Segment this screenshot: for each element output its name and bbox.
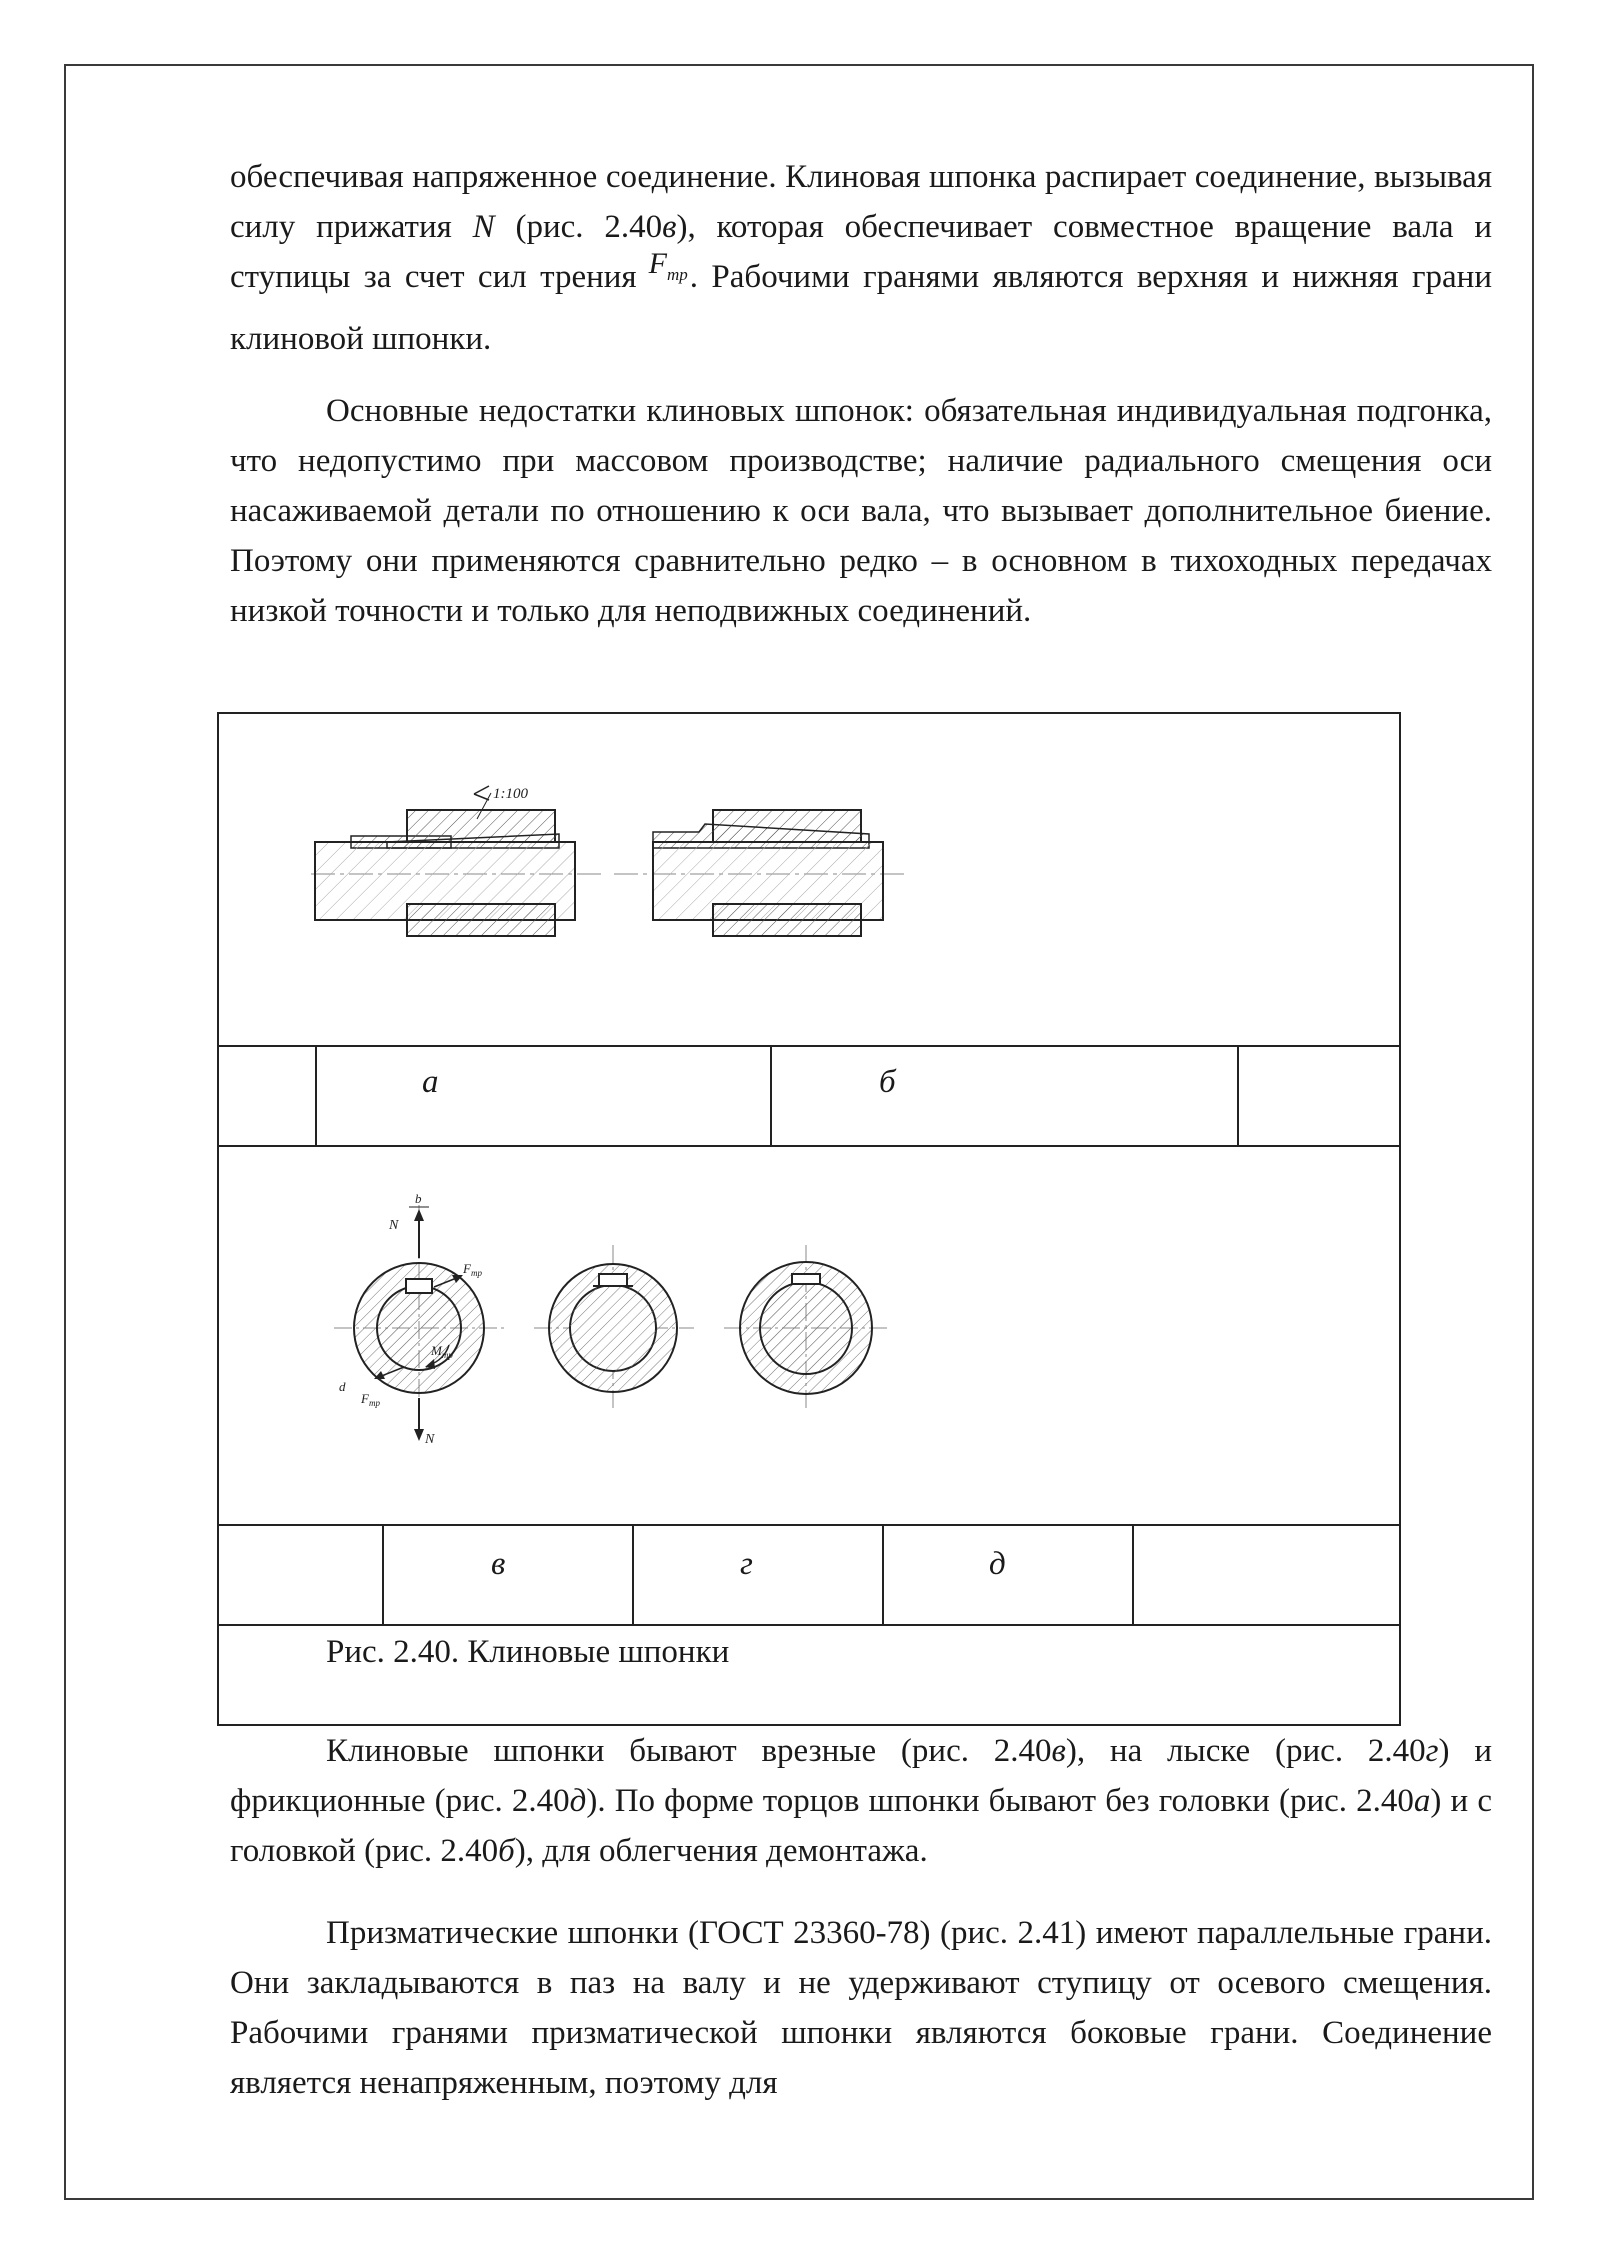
figure-label-g: г: [740, 1546, 753, 1582]
paragraph-2-text: Основные недостатки клиновых шпонок: обязательная индивидуальная подгонка, что недопустимо при массовом производстве; наличие радиального смещения оси насаживаемой детали по отношению к оси вала, что вызывает дополнительное биение. Поэтому они применяются сравнительно редко – в основном в тихоходных передачах низкой точности и только для неподвижных соединений.: [230, 393, 1492, 629]
label-cell-divider: [1132, 1524, 1134, 1624]
figure-caption: Рис. 2.40. Клиновые шпонки: [326, 1634, 730, 1670]
longitudinal-sections-drawing: [219, 714, 1403, 1045]
force-Ftr-bottom-subscript: тр: [368, 1398, 380, 1408]
label-cell-divider: [882, 1524, 884, 1624]
label-cell-divider: [770, 1045, 772, 1145]
paragraph-2: [230, 386, 1492, 636]
p4-part-b: ), на лыске (рис. 2.40: [1065, 1733, 1426, 1769]
figure-2-40: [217, 712, 1401, 1726]
wedge-key-with-head-section: [614, 810, 904, 936]
svg-text:Fтр: [462, 1261, 482, 1278]
slope-label: 1:100: [493, 786, 528, 802]
friction-key-cross-section: [724, 1245, 889, 1410]
paragraph-4-text: [230, 1726, 1492, 1876]
p1-part-d: . Рабочими гранями являются верхняя и нижняя грани клиновой шпонки.: [230, 259, 1492, 357]
sunk-key-cross-section: [334, 1191, 504, 1447]
friction-force-symbol: [648, 247, 688, 284]
moment-M-label: M: [431, 1343, 442, 1358]
dim-b-label: b: [415, 1191, 422, 1206]
friction-force-subscript: тр: [666, 265, 688, 284]
figure-row-divider-1: [219, 1045, 1399, 1047]
p4-part-a: Клиновые шпонки бывают врезные (рис. 2.40: [326, 1733, 1052, 1769]
fig-ref-letter-v: в: [1051, 1733, 1066, 1769]
friction-force-letter: F: [648, 247, 667, 280]
figure-label-b: б: [879, 1064, 896, 1100]
wedge-key-without-head-section: [311, 786, 601, 936]
paragraph-1: [230, 152, 1492, 364]
label-cell-divider: [382, 1524, 384, 1624]
fig-ref-letter-v: в: [662, 209, 677, 245]
label-cell-divider: [632, 1524, 634, 1624]
p1-part-b: (рис. 2.40: [494, 209, 663, 245]
svg-text:Fтр: [360, 1391, 380, 1408]
paragraph-5: [230, 1908, 1492, 2108]
figure-label-a: а: [422, 1064, 439, 1100]
force-Ftr-top-subscript: тр: [470, 1268, 482, 1278]
p4-part-f: ), для облегчения демонтажа.: [514, 1833, 928, 1869]
figure-row-divider-4: [219, 1624, 1399, 1626]
force-symbol-N: N: [472, 209, 495, 245]
label-cell-divider: [1237, 1045, 1239, 1145]
fig-ref-letter-d: д: [569, 1783, 587, 1819]
force-Ftr-bottom-label: F: [361, 1391, 369, 1406]
p1-part-c: ), которая обеспечивает совместное вращение вала и ступицы за счет сил трения: [230, 209, 1492, 295]
cross-sections-drawing: [219, 1145, 1403, 1525]
label-cell-divider: [315, 1045, 317, 1145]
figure-label-v: в: [491, 1546, 506, 1582]
force-N-bottom-label: N: [425, 1432, 435, 1447]
paragraph-1-text: [230, 152, 1492, 364]
p4-part-e: ) и с головкой (рис. 2.40: [230, 1783, 1492, 1869]
force-N-top-label: N: [389, 1218, 399, 1233]
p1-part-a: обеспечивая напряженное соединение. Клиновая шпонка распирает соединение, вызывая силу прижатия: [230, 159, 1492, 245]
force-Ftr-top-label: F: [463, 1261, 471, 1276]
fig-ref-letter-b: б: [498, 1833, 515, 1869]
p4-part-c: ) и фрикционные (рис. 2.40: [230, 1733, 1492, 1819]
fig-ref-letter-g: г: [1425, 1733, 1439, 1769]
moment-M-subscript: тр: [441, 1350, 453, 1360]
p4-part-d: ). По форме торцов шпонки бывают без головки (рис. 2.40: [586, 1783, 1414, 1819]
figure-label-d: д: [989, 1546, 1006, 1582]
flat-key-cross-section: [534, 1245, 694, 1410]
paragraph-4: [230, 1726, 1492, 1876]
fig-ref-letter-a: а: [1413, 1783, 1431, 1819]
paragraph-5-text: Призматические шпонки (ГОСТ 23360-78) (рис. 2.41) имеют параллельные грани. Они закладываются в паз на валу и не удерживают ступицу от осевого смещения. Рабочими гранями призматической шпонки являются боковые грани. Соединение является ненапряженным, поэтому для: [230, 1915, 1492, 2101]
dim-d-label: d: [339, 1379, 346, 1394]
